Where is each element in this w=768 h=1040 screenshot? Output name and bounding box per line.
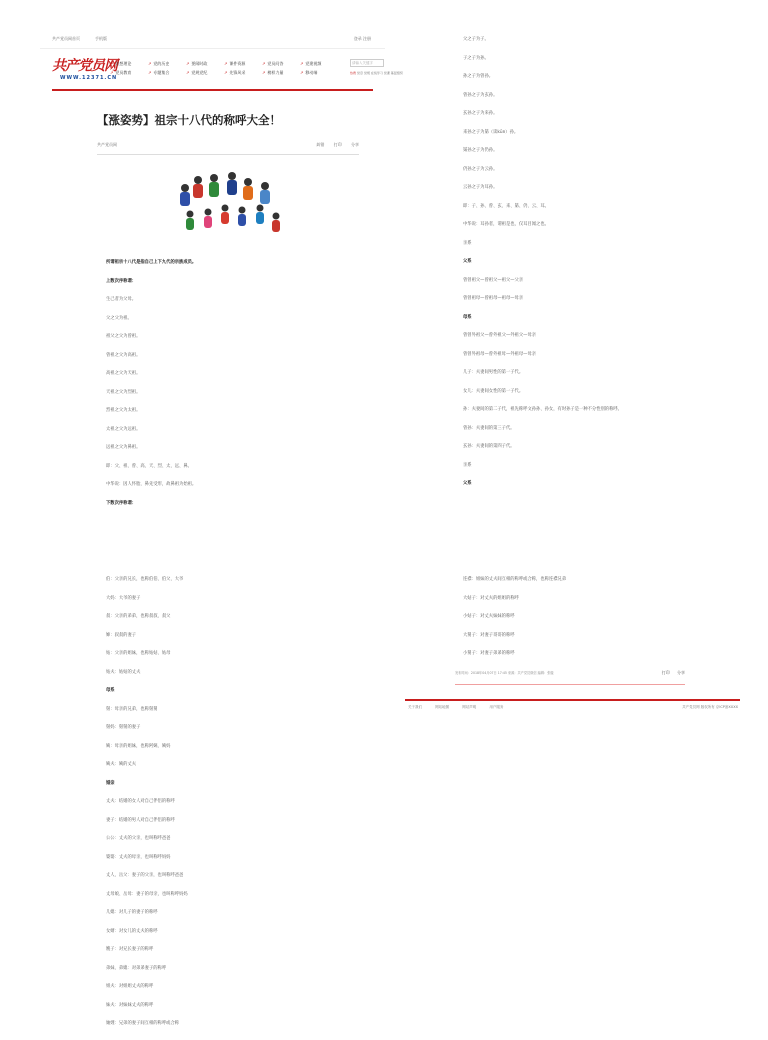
hot-keywords [350,71,403,75]
home-link[interactable]: 共产党员网首页 [52,36,80,41]
body-line: 晜孙之子为仍孙。 [463,148,498,153]
nav-item[interactable]: ↗ 党的历史 [148,59,186,68]
nav-item[interactable]: ↗ 课件资源 [224,59,262,68]
body-line: 云孙之子为耳孙。 [463,185,498,190]
body-line: 太祖之父为远祖。 [106,426,141,432]
body-line: 曾祖之父为高祖。 [106,352,141,358]
section-heading: 母系 [463,314,472,320]
publish-info: 发布时间：2018年04月07日 17:45 来源：共产党员微信 编辑：张璇 [455,670,554,675]
nav-item[interactable]: ↗ 党员问答 [262,59,300,68]
body-line: 公公：丈夫的父亲，也叫称呼爸爸 [106,836,171,841]
body-line: 高祖之父为天祖。 [106,371,141,376]
section-heading: 父系 [463,259,472,264]
body-line: 丈夫：结婚的女人对自己伴侣的称呼 [106,799,175,804]
body-line: 天祖之父为烈祖。 [106,389,141,395]
nav-item[interactable]: ↗ 思想理论 [110,59,148,68]
body-line: 妯娌：兄弟的妻子间互相的称呼或合称 [106,1021,180,1026]
header-divider [52,89,373,91]
print-button[interactable]: 打印 [661,669,670,675]
body-line: 玄孙之子为来孙。 [463,111,498,116]
body-line: 父之子为子。 [463,37,489,42]
article-body-part2 [463,37,740,500]
nav-item[interactable]: ↗ 要闻时政 [186,59,224,68]
body-line: 曾曾祖父—曾祖父—祖父—父亲 [463,277,524,283]
body-line: 亲系 [463,240,472,246]
body-line: 大姑子：对丈夫的姐姐的称呼 [463,595,519,601]
footer-link[interactable]: 用户服务 [489,704,504,709]
mobile-link[interactable]: 手机版 [95,36,107,41]
body-line: 婶：叔叔的妻子 [106,632,137,638]
hotkeys-label: 热搜 [350,71,357,75]
body-line: 祖父之父为曾祖。 [106,334,141,339]
body-line: 姑：父亲的姐妹，也称姑姑、姑母 [106,651,171,656]
body-line: 曾曾祖母—曾祖母—祖母—母亲 [463,296,524,301]
body-line: 儿媳：对儿子的妻子的称呼 [106,910,158,915]
section-heading: 父系 [463,481,472,486]
footer-link[interactable]: 网站声明 [462,704,477,709]
body-line: 儿子：夫妻间男性的第一子代。 [463,370,524,375]
body-line: 姑夫：姑姑的丈夫 [106,669,141,675]
body-line: 伯：父亲的兄长，也称伯伯、伯父、大爷 [106,577,184,582]
body-line: 女儿：夫妻间女性的第一子代。 [463,388,524,394]
hotkeys-list[interactable]: 党章 党规 在线学习 党课 基层组织 [356,71,403,75]
body-line: 曾曾外祖父—曾外祖父—外祖父—母亲 [463,333,537,338]
footer-divider [455,684,685,685]
body-line: 孙：夫妻间的第二子代，祖先称呼文孙孙、孙女，有时孙子是一种不分性别的称呼。 [463,407,622,412]
page-bottom-right [405,570,740,730]
body-line: 子之子为孙。 [463,55,489,61]
article-footer-meta [455,670,685,680]
search-input[interactable]: 请输入关键字 [350,59,384,67]
nav-item[interactable]: ↗ 党规党纪 [186,68,224,77]
body-line: 丈母娘、岳母：妻子的母亲，也叫称呼妈妈 [106,891,188,897]
body-line: 嫂子：对兄长妻子的称呼 [106,947,154,952]
page-top-right [405,30,740,500]
body-line: 妹夫：对妹妹丈夫的称呼 [106,1002,154,1008]
body-line: 婆婆：丈夫的母亲，也叫称呼妈妈 [106,854,171,860]
share-button[interactable]: 分享 [677,669,685,675]
site-footer [405,705,740,715]
body-line: 即：父、祖、曾、高、天、烈、太、远、鼻。 [106,463,192,469]
body-line: 孙之子为曾孙。 [463,74,494,79]
body-line: 中华说：耳孙者，谓祖是也，仅耳目闻之也。 [463,222,549,227]
body-line: 父之父为祖。 [106,315,132,321]
share-button[interactable]: 分享 [351,142,359,147]
top-bar [40,30,385,49]
footer-link[interactable]: 网站地图 [435,704,450,709]
site-url: WWW.12371.CN [60,75,118,81]
site-footer-bar [405,699,740,701]
body-line: 曾孙之子为玄孙。 [463,92,498,98]
body-line: 大舅子：对妻子哥哥的称呼 [463,632,515,638]
nav-item[interactable]: ↗ 先锋风采 [224,68,262,77]
body-line: 仍孙之子为云孙。 [463,166,498,172]
main-nav [110,59,340,77]
intro-text: 所谓祖宗十八代是指自己上下九代的宗族成员。 [106,260,197,265]
section-heading: 上数次序称谓： [106,278,137,284]
section-heading: 婚亲 [106,780,115,786]
body-line: 中华说：因人怀胎，鼻先受形，故鼻祖为始祖。 [106,482,197,487]
article-title: 【涨姿势】祖宗十八代的称呼大全！ [97,113,281,127]
site-logo[interactable]: 共产党员网 [52,58,117,74]
body-line: 弟妹、弟媳：对弟弟妻子的称呼 [106,965,167,971]
body-line: 女婿：对女儿的丈夫的称呼 [106,928,158,934]
nav-item[interactable]: ↗ 移动端 [300,68,338,77]
body-line: 姐夫：对姐姐丈夫的称呼 [106,984,154,989]
article-body-part1 [106,260,385,519]
family-figures-image [170,168,290,244]
section-heading: 母系 [106,688,115,693]
body-line: 来孙之子为晜（读kūn）孙。 [463,129,519,135]
masthead [40,53,403,89]
page-bottom-left [40,570,385,1024]
body-line: 连襟：姐妹的丈夫间互相的称呼或合称，也称连襟兄弟 [463,577,567,582]
body-line: 丈人、岳父：妻子的父亲，也叫称呼爸爸 [106,873,184,878]
article-body-part4 [463,577,740,670]
page-top-left [40,30,403,506]
body-line: 烈祖之父为太祖。 [106,408,141,413]
meta-divider [97,154,359,155]
body-line: 姨夫：姨的丈夫 [106,762,137,767]
article-meta [97,142,359,154]
nav-item[interactable]: ↗ 专题集合 [148,68,186,77]
body-line: 曾孙：夫妻间的第三子代。 [463,425,515,431]
body-line: 远祖之父为鼻祖。 [106,445,141,450]
copyright: 共产党员网 版权所有 京ICP备XXXX [682,704,738,709]
body-line: 舅：母亲的兄弟，也称舅舅 [106,706,158,712]
body-line: 叔：父亲的弟弟，也称叔叔、叔父 [106,614,171,619]
article-body-part3 [106,577,385,1040]
print-button[interactable]: 打印 [333,142,342,147]
body-line: 妻子：结婚的男人对自己伴侣的称呼 [106,817,175,823]
body-line: 即：子、孙、曾、玄、来、晜、仍、云、耳。 [463,203,549,209]
body-line: 小姑子：对丈夫妹妹的称呼 [463,614,515,619]
article-source: 共产党员网 [97,142,117,147]
nav-item[interactable]: ↗ 党员教育 [110,68,148,77]
body-line: 大妈：大爷的妻子 [106,595,141,601]
report-error-button[interactable]: 纠错 [316,142,325,147]
section-heading: 下数次序称谓： [106,500,137,506]
nav-item[interactable]: ↗ 榜样力量 [262,68,300,77]
body-line: 亲系 [463,462,472,468]
body-line: 姨：母亲的姐妹，也称阿姨、姨妈 [106,743,171,749]
body-line: 舅妈：舅舅的妻子 [106,725,141,730]
body-line: 曾曾外祖母—曾外祖母—外祖母—母亲 [463,351,537,357]
nav-item[interactable]: ↗ 党建视频 [300,59,338,68]
login-link[interactable]: 登录 注册 [353,36,371,41]
body-line: 生己者为父母。 [106,297,137,302]
body-line: 小舅子：对妻子弟弟的称呼 [463,651,515,656]
body-line: 玄孙：夫妻间的第四子代。 [463,444,515,449]
footer-link[interactable]: 关于我们 [408,704,422,709]
